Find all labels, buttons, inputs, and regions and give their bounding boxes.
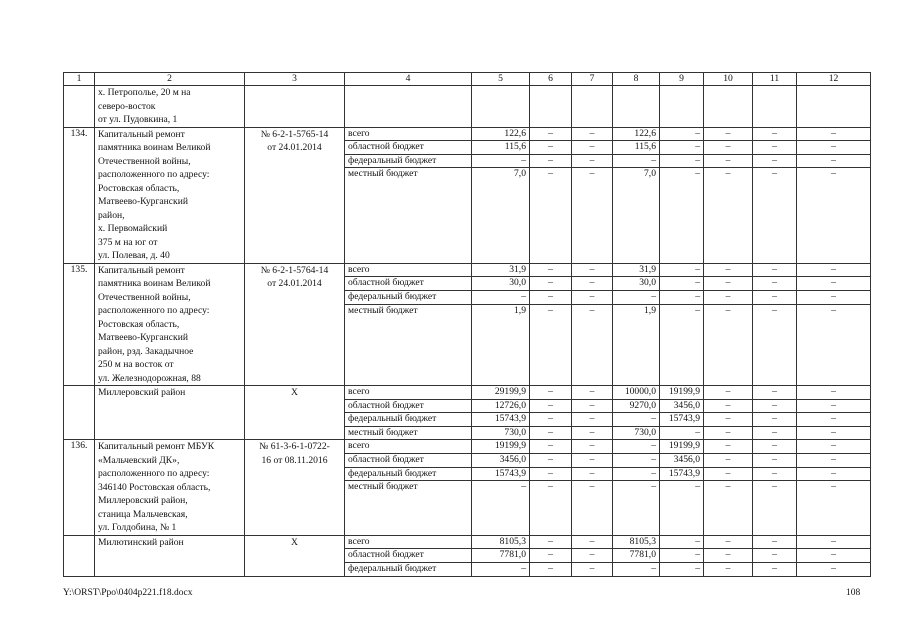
- funding-source: всего: [345, 535, 472, 549]
- amount-c7: –: [572, 467, 613, 481]
- row-number: 134.: [64, 127, 95, 263]
- amount-c8: –: [613, 290, 660, 304]
- amount-c6: –: [530, 399, 572, 413]
- amount-c11: –: [753, 127, 797, 141]
- funding-source: федеральный бюджет: [345, 563, 472, 577]
- col-header-10: 10: [704, 73, 753, 86]
- amount-c9: [660, 86, 704, 128]
- expertise-code-line: № 6-2-1-5764-14: [260, 264, 329, 276]
- amount-c6: –: [530, 535, 572, 549]
- amount-c5: 19199,9: [472, 440, 530, 454]
- amount-c10: –: [704, 141, 753, 155]
- amount-c12: –: [797, 141, 871, 155]
- col-header-4: 4: [345, 73, 472, 86]
- amount-c8: –: [613, 454, 660, 468]
- object-name-line: Ростовская область,: [98, 318, 180, 330]
- footer-file-path: Y:\ORST\Ppo\0404p221.f18.docx: [63, 588, 193, 598]
- amount-c9: –: [660, 168, 704, 263]
- amount-c10: –: [704, 454, 753, 468]
- header-row: [64, 73, 871, 86]
- funding-source: федеральный бюджет: [345, 467, 472, 481]
- expertise-code-line: от 24.01.2014: [267, 278, 322, 289]
- object-name-line: 375 м на юг от: [98, 236, 158, 248]
- amount-c5: –: [472, 154, 530, 168]
- amount-c8: 730,0: [613, 426, 660, 440]
- amount-c10: –: [704, 426, 753, 440]
- amount-c7: –: [572, 386, 613, 400]
- amount-c7: –: [572, 263, 613, 277]
- object-name-line: Матвеево-Курганский: [98, 332, 188, 343]
- amount-c8: 30,0: [613, 277, 660, 291]
- object-name: [95, 535, 245, 576]
- object-name-line: х. Первомайский: [98, 223, 168, 234]
- amount-c6: –: [530, 127, 572, 141]
- object-name: [95, 86, 245, 128]
- funding-source: областной бюджет: [345, 454, 472, 468]
- amount-c12: –: [797, 563, 871, 577]
- amount-c10: –: [704, 413, 753, 427]
- expertise-code: [245, 263, 345, 386]
- amount-c11: –: [753, 290, 797, 304]
- amount-c10: –: [704, 290, 753, 304]
- amount-c5: 115,6: [472, 141, 530, 155]
- amount-c11: –: [753, 141, 797, 155]
- amount-c10: –: [704, 154, 753, 168]
- row-number: [64, 386, 95, 440]
- amount-c12: –: [797, 127, 871, 141]
- funding-source: областной бюджет: [345, 399, 472, 413]
- funding-source: всего: [345, 127, 472, 141]
- amount-c8: 122,6: [613, 127, 660, 141]
- object-name-line: ул. Железнодорожная, 88: [98, 372, 201, 384]
- funding-source: [345, 86, 472, 128]
- amount-c10: –: [704, 127, 753, 141]
- amount-c11: [753, 86, 797, 128]
- amount-c9: –: [660, 290, 704, 304]
- object-name-line: Матвеево-Курганский: [98, 196, 188, 207]
- amount-c9: –: [660, 535, 704, 549]
- amount-c12: –: [797, 426, 871, 440]
- object-name-line: расположенного по адресу:: [98, 305, 210, 316]
- amount-c10: –: [704, 304, 753, 385]
- amount-c9: –: [660, 481, 704, 535]
- funding-source: всего: [345, 263, 472, 277]
- object-name-line: район, рзд. Закадычное: [98, 345, 194, 357]
- amount-c8: 10000,0: [613, 386, 660, 400]
- amount-c9: 15743,9: [660, 467, 704, 481]
- amount-c10: [704, 86, 753, 128]
- object-name-line: район,: [98, 209, 125, 221]
- amount-c11: –: [753, 168, 797, 263]
- amount-c8: 115,6: [613, 141, 660, 155]
- funding-source: местный бюджет: [345, 426, 472, 440]
- amount-c7: –: [572, 440, 613, 454]
- amount-c9: 19199,9: [660, 386, 704, 400]
- col-header-12: 12: [797, 73, 871, 86]
- amount-c7: –: [572, 481, 613, 535]
- object-name-line: Миллеровский район,: [98, 495, 188, 507]
- object-name-line: станица Мальчевская,: [98, 508, 188, 520]
- amount-c12: –: [797, 549, 871, 563]
- amount-c12: –: [797, 168, 871, 263]
- amount-c5: 15743,9: [472, 467, 530, 481]
- object-name: [95, 263, 245, 386]
- row-number: 135.: [64, 263, 95, 386]
- amount-c5: 15743,9: [472, 413, 530, 427]
- amount-c5: 7781,0: [472, 549, 530, 563]
- amount-c11: –: [753, 154, 797, 168]
- amount-c6: –: [530, 467, 572, 481]
- col-header-7: 7: [572, 73, 613, 86]
- amount-c9: 19199,9: [660, 440, 704, 454]
- amount-c9: –: [660, 127, 704, 141]
- amount-c10: –: [704, 481, 753, 535]
- amount-c7: –: [572, 454, 613, 468]
- object-name-line: памятника воинам Великой: [98, 142, 211, 153]
- amount-c9: –: [660, 141, 704, 155]
- amount-c10: –: [704, 386, 753, 400]
- object-name-line: от ул. Пудовкина, 1: [98, 114, 178, 125]
- amount-c9: 15743,9: [660, 413, 704, 427]
- amount-c7: –: [572, 426, 613, 440]
- amount-c11: –: [753, 454, 797, 468]
- amount-c8: 8105,3: [613, 535, 660, 549]
- table-row: [64, 386, 871, 400]
- amount-c7: [572, 86, 613, 128]
- amount-c8: 31,9: [613, 263, 660, 277]
- amount-c11: –: [753, 549, 797, 563]
- col-header-11: 11: [753, 73, 797, 86]
- amount-c12: [797, 86, 871, 128]
- amount-c8: –: [613, 467, 660, 481]
- amount-c11: –: [753, 386, 797, 400]
- amount-c7: –: [572, 277, 613, 291]
- amount-c9: –: [660, 277, 704, 291]
- amount-c10: –: [704, 399, 753, 413]
- budget-table: [63, 72, 871, 577]
- amount-c11: –: [753, 277, 797, 291]
- amount-c10: –: [704, 467, 753, 481]
- object-name-line: северо-восток: [98, 100, 156, 112]
- amount-c11: –: [753, 304, 797, 385]
- amount-c12: –: [797, 454, 871, 468]
- funding-source: федеральный бюджет: [345, 413, 472, 427]
- amount-c7: –: [572, 535, 613, 549]
- col-header-2: 2: [95, 73, 245, 86]
- object-name: [95, 386, 245, 440]
- object-name-line: Милютинский район: [98, 536, 184, 548]
- amount-c12: –: [797, 467, 871, 481]
- col-header-3: 3: [245, 73, 345, 86]
- amount-c9: –: [660, 263, 704, 277]
- expertise-code-line: Х: [291, 387, 298, 398]
- amount-c11: –: [753, 426, 797, 440]
- row-number: [64, 86, 95, 128]
- amount-c9: –: [660, 426, 704, 440]
- amount-c5: 8105,3: [472, 535, 530, 549]
- object-name-line: «Мальчевский ДК»,: [98, 454, 180, 466]
- amount-c12: –: [797, 399, 871, 413]
- amount-c6: –: [530, 454, 572, 468]
- amount-c6: –: [530, 413, 572, 427]
- amount-c11: –: [753, 263, 797, 277]
- amount-c12: –: [797, 277, 871, 291]
- object-name-line: Ростовская область,: [98, 182, 180, 194]
- funding-source: местный бюджет: [345, 168, 472, 263]
- amount-c12: –: [797, 535, 871, 549]
- amount-c8: –: [613, 413, 660, 427]
- table-row: [64, 263, 871, 277]
- amount-c5: 1,9: [472, 304, 530, 385]
- expertise-code: [245, 127, 345, 263]
- col-header-9: 9: [660, 73, 704, 86]
- amount-c12: –: [797, 413, 871, 427]
- footer-page-number: 108: [846, 588, 861, 598]
- amount-c5: –: [472, 290, 530, 304]
- amount-c6: –: [530, 141, 572, 155]
- expertise-code: [245, 386, 345, 440]
- expertise-code-line: 16 от 08.11.2016: [261, 454, 328, 466]
- amount-c5: –: [472, 563, 530, 577]
- amount-c9: –: [660, 549, 704, 563]
- amount-c7: –: [572, 141, 613, 155]
- amount-c6: [530, 86, 572, 128]
- amount-c7: –: [572, 154, 613, 168]
- amount-c8: –: [613, 563, 660, 577]
- amount-c5: 122,6: [472, 127, 530, 141]
- amount-c10: –: [704, 535, 753, 549]
- amount-c10: –: [704, 440, 753, 454]
- amount-c7: –: [572, 290, 613, 304]
- amount-c8: 7781,0: [613, 549, 660, 563]
- amount-c8: 7,0: [613, 168, 660, 263]
- amount-c5: –: [472, 481, 530, 535]
- amount-c12: –: [797, 440, 871, 454]
- amount-c12: –: [797, 481, 871, 535]
- amount-c6: –: [530, 481, 572, 535]
- amount-c7: –: [572, 168, 613, 263]
- funding-source: областной бюджет: [345, 141, 472, 155]
- amount-c5: [472, 86, 530, 128]
- amount-c8: 1,9: [613, 304, 660, 385]
- row-number: 136.: [64, 440, 95, 536]
- amount-c9: –: [660, 563, 704, 577]
- object-name-line: Капитальный ремонт: [98, 128, 185, 140]
- col-header-5: 5: [472, 73, 530, 86]
- table-body: [64, 86, 871, 577]
- amount-c12: –: [797, 154, 871, 168]
- amount-c12: –: [797, 290, 871, 304]
- object-name-line: х. Петрополье, 20 м на: [98, 87, 191, 98]
- amount-c12: –: [797, 304, 871, 385]
- amount-c10: –: [704, 563, 753, 577]
- amount-c6: –: [530, 154, 572, 168]
- amount-c11: –: [753, 440, 797, 454]
- funding-source: областной бюджет: [345, 277, 472, 291]
- amount-c7: –: [572, 127, 613, 141]
- amount-c9: –: [660, 304, 704, 385]
- amount-c11: –: [753, 481, 797, 535]
- amount-c8: 9270,0: [613, 399, 660, 413]
- amount-c10: –: [704, 277, 753, 291]
- table-row: [64, 86, 871, 128]
- funding-source: областной бюджет: [345, 549, 472, 563]
- amount-c6: –: [530, 549, 572, 563]
- amount-c8: [613, 86, 660, 128]
- funding-source: федеральный бюджет: [345, 290, 472, 304]
- amount-c9: –: [660, 154, 704, 168]
- amount-c5: 29199,9: [472, 386, 530, 400]
- amount-c8: –: [613, 154, 660, 168]
- funding-source: местный бюджет: [345, 481, 472, 535]
- object-name: [95, 440, 245, 536]
- col-header-8: 8: [613, 73, 660, 86]
- amount-c6: –: [530, 290, 572, 304]
- amount-c9: 3456,0: [660, 399, 704, 413]
- amount-c5: 3456,0: [472, 454, 530, 468]
- amount-c12: –: [797, 263, 871, 277]
- object-name-line: 346140 Ростовская область,: [98, 481, 211, 493]
- amount-c9: 3456,0: [660, 454, 704, 468]
- amount-c11: –: [753, 563, 797, 577]
- amount-c5: 7,0: [472, 168, 530, 263]
- col-header-1: 1: [64, 73, 95, 86]
- amount-c11: –: [753, 535, 797, 549]
- amount-c6: –: [530, 277, 572, 291]
- expertise-code: [245, 86, 345, 128]
- object-name-line: ул. Полевая, д. 40: [98, 250, 170, 261]
- object-name-line: ул. Голдобина, № 1: [98, 522, 177, 534]
- object-name-line: 250 м на восток от: [98, 359, 174, 370]
- expertise-code-line: № 6-2-1-5765-14: [260, 128, 329, 140]
- amount-c6: –: [530, 168, 572, 263]
- amount-c6: –: [530, 563, 572, 577]
- amount-c5: 12726,0: [472, 399, 530, 413]
- amount-c6: –: [530, 426, 572, 440]
- table-row: [64, 127, 871, 141]
- funding-source: местный бюджет: [345, 304, 472, 385]
- amount-c6: –: [530, 386, 572, 400]
- amount-c12: –: [797, 386, 871, 400]
- object-name-line: Отечественной войны,: [98, 155, 191, 167]
- amount-c7: –: [572, 413, 613, 427]
- object-name-line: расположенного по адресу:: [98, 169, 210, 180]
- row-number: [64, 535, 95, 576]
- amount-c10: –: [704, 263, 753, 277]
- amount-c11: –: [753, 413, 797, 427]
- object-name: [95, 127, 245, 263]
- object-name-line: Капитальный ремонт МБУК: [98, 441, 215, 453]
- expertise-code: [245, 535, 345, 576]
- expertise-code-line: № 61-3-6-1-0722-: [259, 441, 330, 453]
- funding-source: федеральный бюджет: [345, 154, 472, 168]
- amount-c11: –: [753, 399, 797, 413]
- amount-c6: –: [530, 304, 572, 385]
- amount-c5: 30,0: [472, 277, 530, 291]
- expertise-code: [245, 440, 345, 536]
- amount-c7: –: [572, 549, 613, 563]
- object-name-line: Миллеровский район: [98, 387, 186, 398]
- amount-c5: 730,0: [472, 426, 530, 440]
- amount-c10: –: [704, 549, 753, 563]
- amount-c8: –: [613, 440, 660, 454]
- table-row: [64, 535, 871, 549]
- amount-c11: –: [753, 467, 797, 481]
- expertise-code-line: от 24.01.2014: [267, 142, 322, 153]
- object-name-line: расположенного по адресу:: [98, 468, 210, 480]
- amount-c8: –: [613, 481, 660, 535]
- funding-source: всего: [345, 440, 472, 454]
- col-header-6: 6: [530, 73, 572, 86]
- table-row: [64, 440, 871, 454]
- expertise-code-line: Х: [291, 536, 298, 548]
- amount-c7: –: [572, 399, 613, 413]
- object-name-line: Капитальный ремонт: [98, 264, 185, 276]
- funding-source: всего: [345, 386, 472, 400]
- amount-c5: 31,9: [472, 263, 530, 277]
- object-name-line: Отечественной войны,: [98, 291, 191, 303]
- object-name-line: памятника воинам Великой: [98, 278, 211, 289]
- amount-c7: –: [572, 304, 613, 385]
- amount-c6: –: [530, 440, 572, 454]
- amount-c6: –: [530, 263, 572, 277]
- amount-c7: –: [572, 563, 613, 577]
- amount-c10: –: [704, 168, 753, 263]
